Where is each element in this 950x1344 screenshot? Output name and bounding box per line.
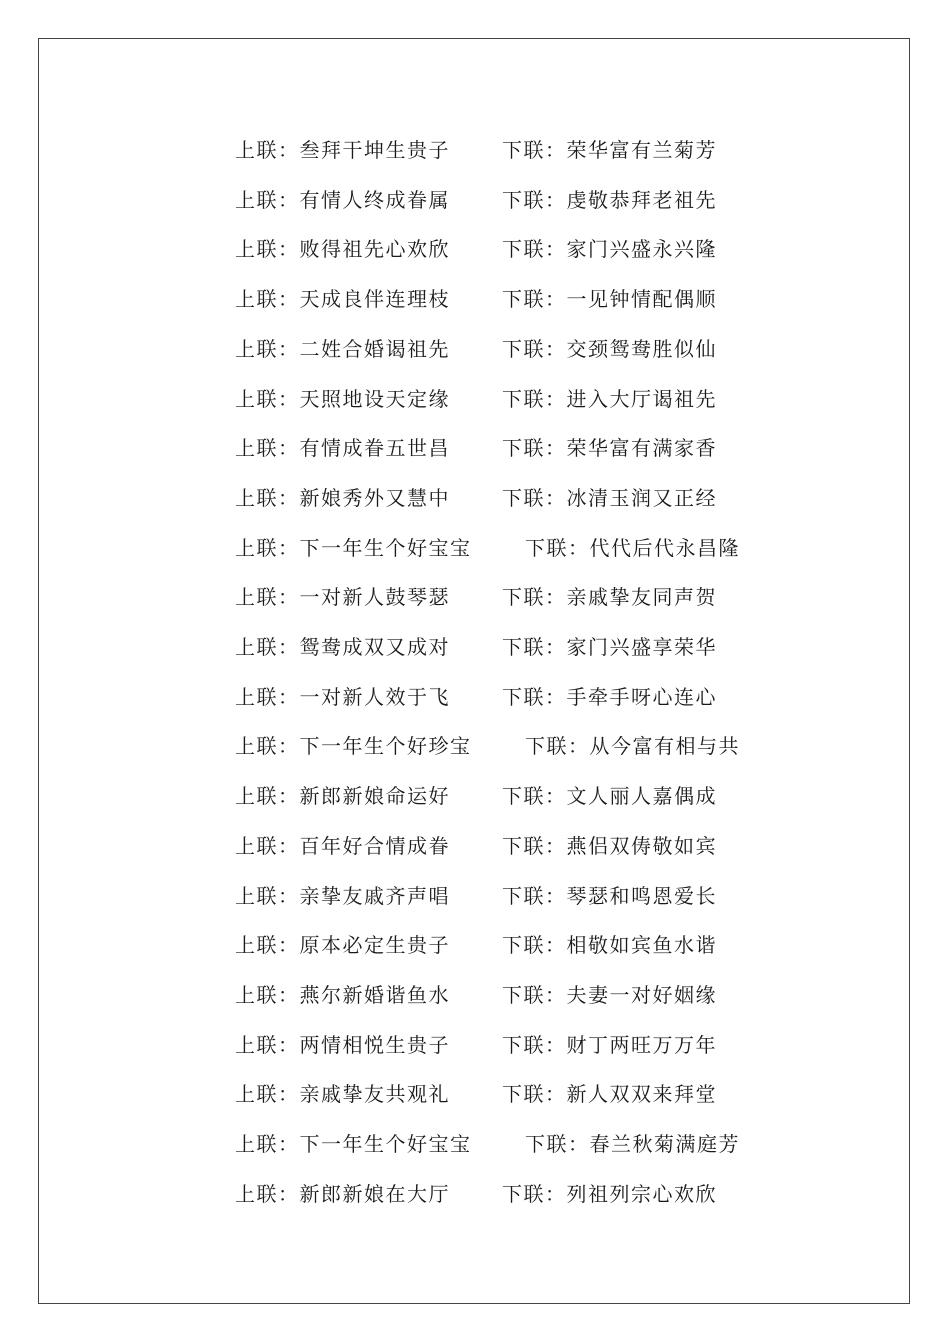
couplet-upper-line: 上联：新郎新娘在大厅 (235, 1181, 450, 1206)
couplet-row (39, 582, 909, 612)
couplet-upper-line: 上联：一对新人效于飞 (235, 684, 450, 709)
couplet-lower-line: 下联：冰清玉润又正经 (502, 485, 717, 510)
couplet-row (39, 135, 909, 165)
couplet-upper-line: 上联：天成良伴连理枝 (235, 287, 450, 312)
couplet-row (39, 781, 909, 811)
couplet-upper-line: 上联：原本必定生贵子 (235, 933, 450, 958)
couplet-row (39, 1179, 909, 1209)
couplet-row (39, 1030, 909, 1060)
couplet-upper-line: 上联：有情人终成眷属 (235, 187, 450, 212)
couplet-lower-line: 下联：代代后代永昌隆 (525, 535, 740, 560)
couplet-lower-line: 下联：燕侣双俦敬如宾 (502, 833, 717, 858)
couplet-upper-line: 上联：鸳鸯成双又成对 (235, 635, 450, 659)
couplet-upper-line: 上联：亲挚友戚齐声唱 (235, 883, 450, 908)
couplet-upper-line: 上联：天照地设天定缘 (235, 386, 450, 411)
couplet-row (39, 533, 909, 563)
couplet-row (39, 1129, 909, 1159)
couplet-row (39, 632, 909, 662)
couplet-lower-line: 下联：春兰秋菊满庭芳 (525, 1132, 740, 1156)
couplet-lower-line: 下联：一见钟情配偶顺 (502, 287, 717, 312)
couplet-row (39, 185, 909, 215)
couplet-row (39, 483, 909, 513)
couplet-row (39, 234, 909, 264)
couplet-row (39, 433, 909, 463)
couplet-upper-line: 上联：两情相悦生贵子 (235, 1032, 450, 1057)
couplet-lower-line: 下联：手牵手呀心连心 (502, 684, 717, 709)
couplet-lower-line: 下联：琴瑟和鸣恩爱长 (502, 883, 717, 908)
couplet-upper-line: 上联：一对新人鼓琴瑟 (235, 585, 450, 610)
couplet-upper-line: 上联：新郎新娘命运好 (235, 784, 450, 809)
couplet-lower-line: 下联：列祖列宗心欢欣 (502, 1181, 717, 1206)
couplet-upper-line: 上联：下一年生个好宝宝 (235, 535, 472, 560)
couplet-lower-line: 下联：从今富有相与共 (525, 734, 740, 759)
couplet-lower-line: 下联：亲戚挚友同声贺 (502, 585, 717, 610)
couplet-lower-line: 下联：荣华富有兰菊芳 (502, 138, 717, 162)
couplet-upper-line: 上联：燕尔新婚谐鱼水 (235, 982, 450, 1007)
couplet-lower-line: 下联：相敬如宾鱼水谐 (502, 933, 717, 958)
couplet-upper-line: 上联：百年好合情成眷 (235, 833, 450, 858)
couplet-row (39, 980, 909, 1010)
couplet-row (39, 284, 909, 314)
couplet-upper-line: 上联：亲戚挚友共观礼 (235, 1082, 450, 1107)
couplet-upper-line: 上联：下一年生个好宝宝 (235, 1132, 472, 1156)
page-frame (38, 38, 910, 1304)
couplet-lower-line: 下联：家门兴盛永兴隆 (502, 237, 717, 262)
couplet-upper-line: 上联：二姓合婚谒祖先 (235, 336, 450, 361)
couplet-lower-line: 下联：交颈鸳鸯胜似仙 (502, 336, 717, 361)
couplet-row (39, 682, 909, 712)
couplet-lower-line: 下联：文人丽人嘉偶成 (502, 784, 717, 809)
couplet-list (39, 39, 909, 1303)
couplet-row (39, 731, 909, 761)
couplet-row (39, 1079, 909, 1109)
couplet-lower-line: 下联：荣华富有满家香 (502, 436, 717, 461)
couplet-upper-line: 上联：叁拜干坤生贵子 (235, 138, 450, 162)
couplet-row (39, 881, 909, 911)
couplet-row (39, 930, 909, 960)
couplet-upper-line: 上联：下一年生个好珍宝 (235, 734, 472, 759)
couplet-lower-line: 下联：虔敬恭拜老祖先 (502, 187, 717, 212)
couplet-row (39, 334, 909, 364)
couplet-lower-line: 下联：家门兴盛享荣华 (502, 635, 717, 659)
couplet-upper-line: 上联：有情成眷五世昌 (235, 436, 450, 461)
couplet-lower-line: 下联：财丁两旺万万年 (502, 1032, 717, 1057)
couplet-lower-line: 下联：夫妻一对好姻缘 (502, 982, 717, 1007)
couplet-row (39, 831, 909, 861)
couplet-lower-line: 下联：进入大厅谒祖先 (502, 386, 717, 411)
couplet-upper-line: 上联：败得祖先心欢欣 (235, 237, 450, 262)
couplet-upper-line: 上联：新娘秀外又慧中 (235, 485, 450, 510)
couplet-lower-line: 下联：新人双双来拜堂 (502, 1082, 717, 1107)
couplet-row (39, 384, 909, 414)
